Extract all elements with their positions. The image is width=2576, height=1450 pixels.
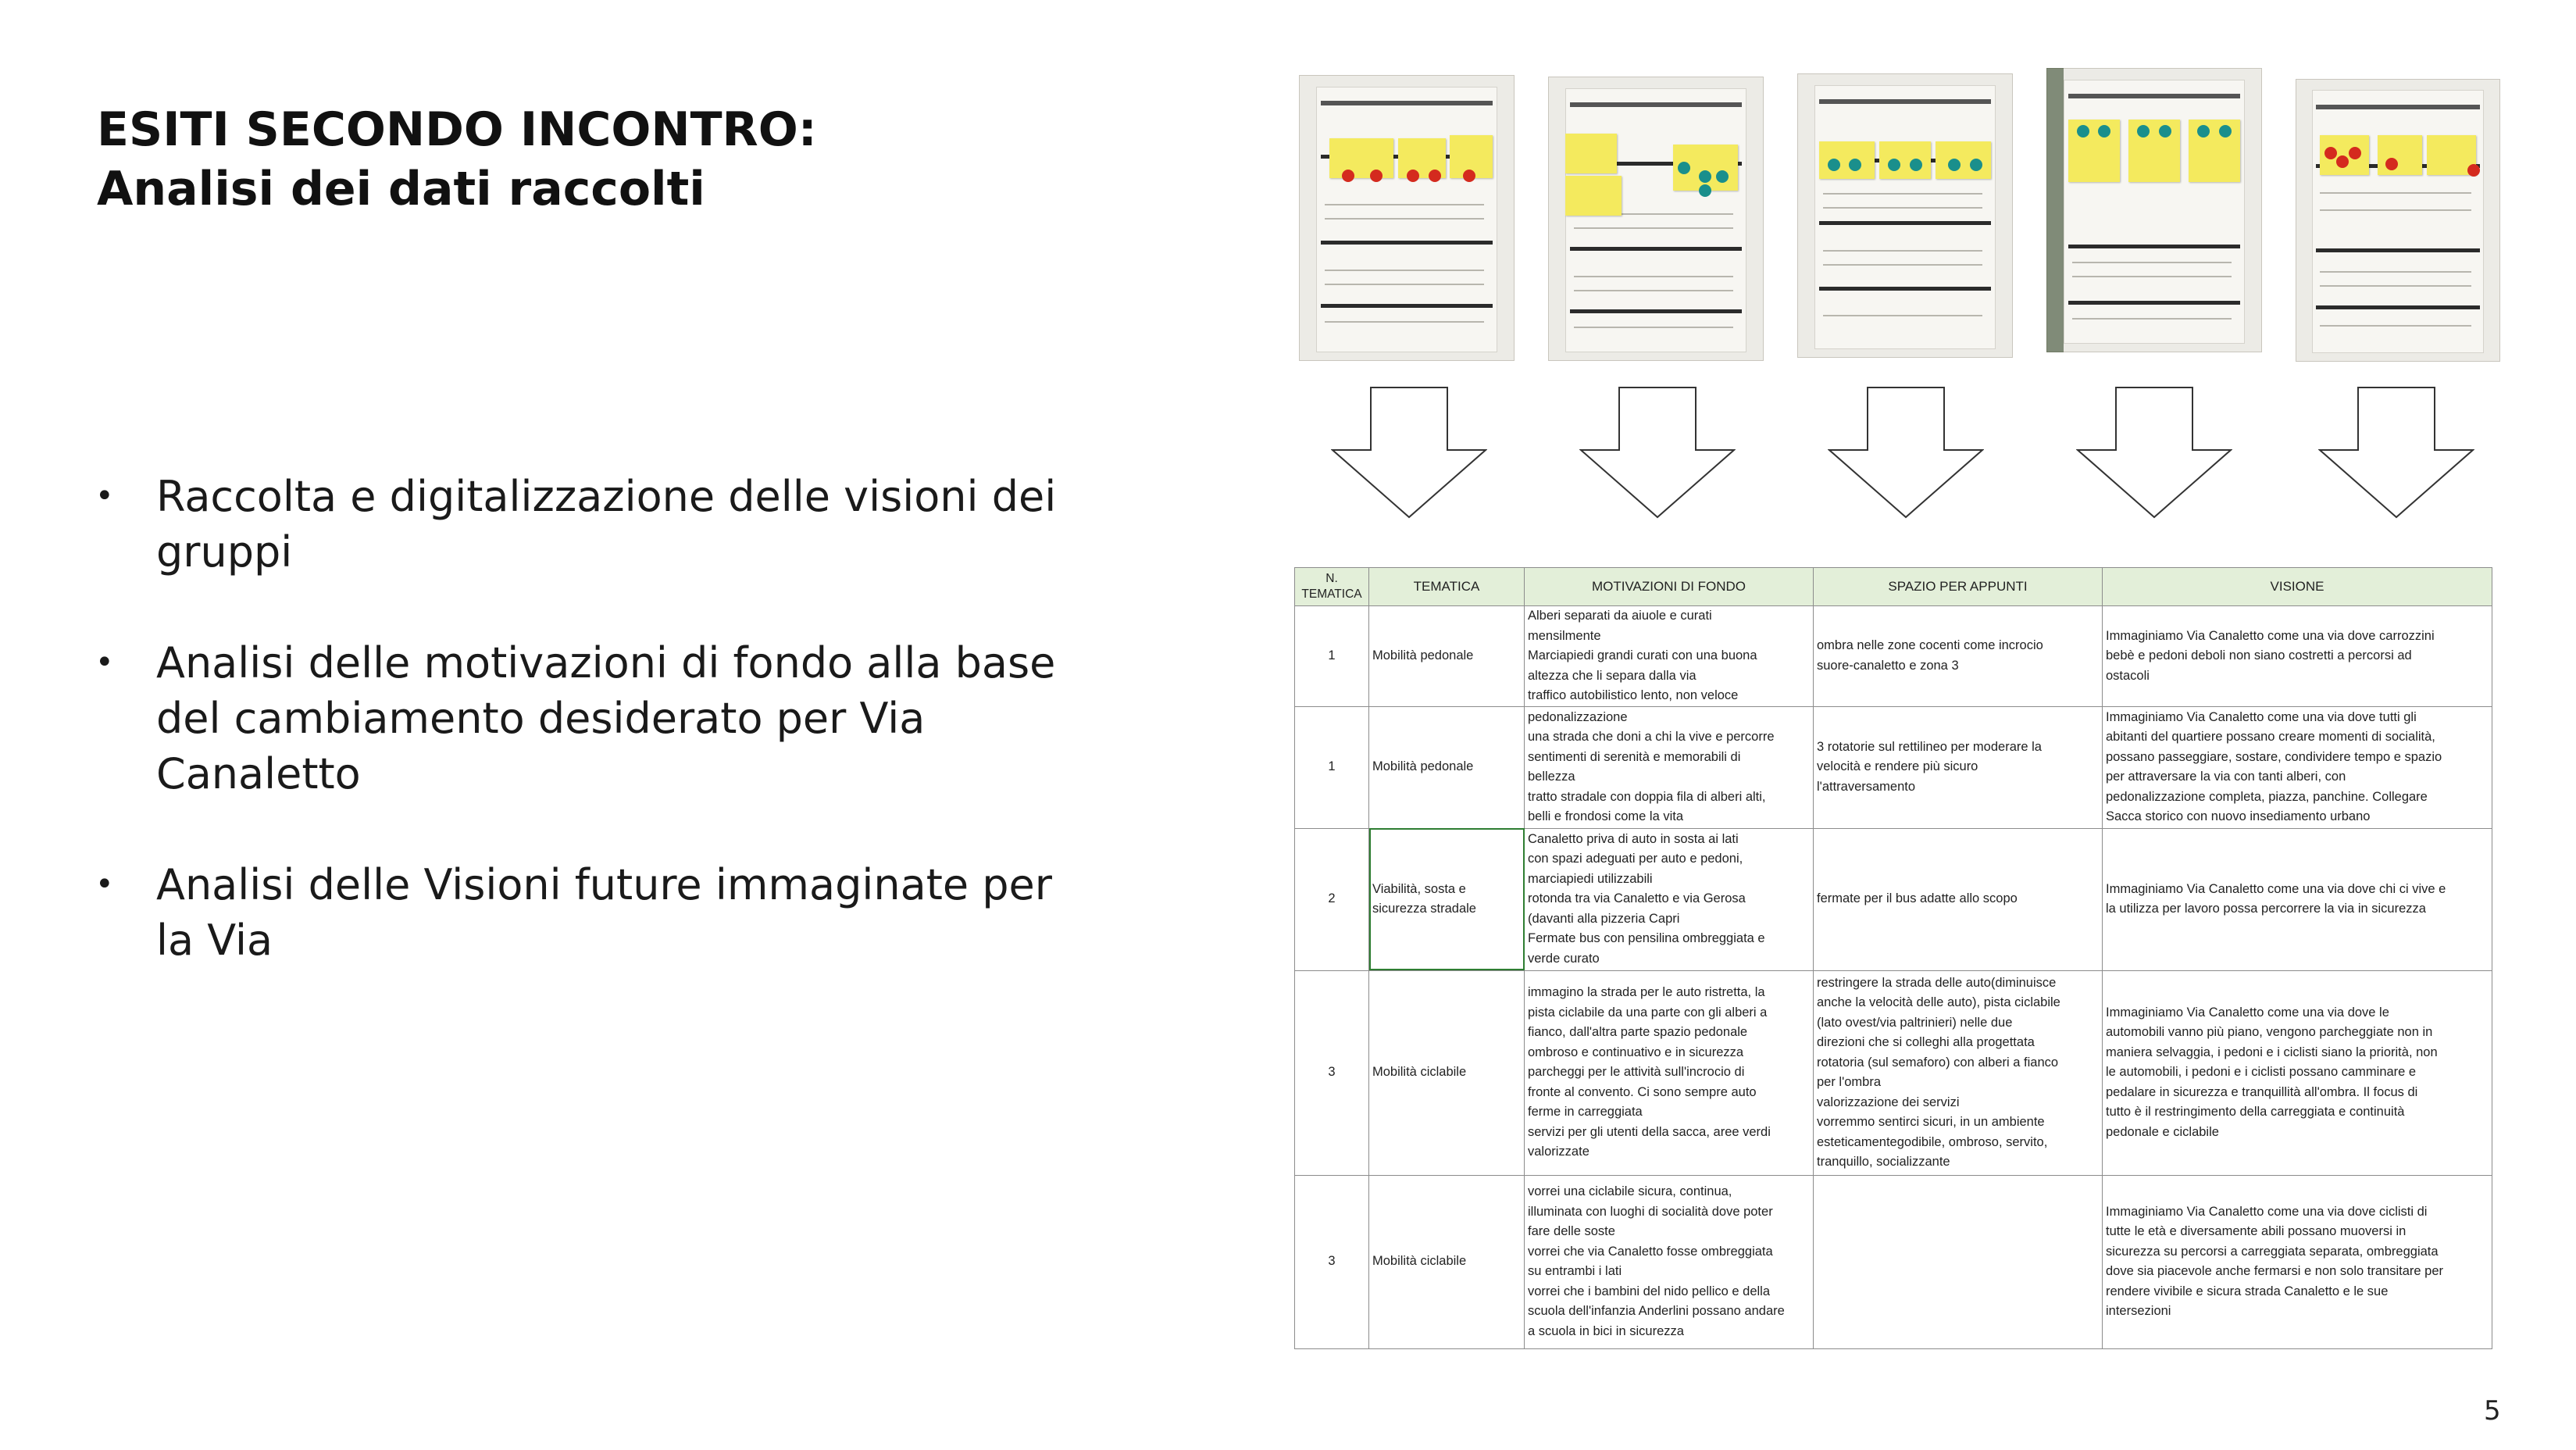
bullet-marker: • xyxy=(95,866,114,902)
cell-tematica: Viabilità, sosta e sicurezza stradale xyxy=(1369,828,1525,970)
cell-motivazioni: immagino la strada per le auto ristretta, la pista ciclabile da una parte con gli alberi a fianco, dall'altra parte spazio pedonale ombroso e continuativo e in sicurezza parcheggi per le attività sull'incrocio di fronte al convento. Ci sono sempre auto ferme in carreggiata servizi per gli utenti della sacca, aree verdi valorizzate xyxy=(1525,970,1814,1175)
header-spazio: SPAZIO PER APPUNTI xyxy=(1814,568,2103,606)
cell-visione: Immaginiamo Via Canaletto come una via dove tutti gli abitanti del quartiere possano creare momenti di socialità, possano passeggiare, sostare, condividere tempo e spazio per attraversare la via con tanti alberi, con pedonalizzazione completa, piazza, panchine. Collegare Sacca storico con nuovo insediamento urbano xyxy=(2103,706,2492,828)
table-row xyxy=(1295,970,2492,1175)
worksheet-photo-3 xyxy=(1797,73,2013,358)
sticker-dot xyxy=(2098,125,2110,138)
cell-spazio xyxy=(1814,1175,2103,1348)
bullet-item xyxy=(94,469,1078,580)
bullet-item xyxy=(94,857,1078,968)
page-number: 5 xyxy=(2484,1395,2501,1427)
sticker-dot xyxy=(1678,162,1690,174)
sticker-dot xyxy=(1370,170,1383,182)
down-arrow-icon xyxy=(1579,386,1736,519)
sticker-dot xyxy=(1888,159,1900,171)
slide-title-line-2: Analisi dei dati raccolti xyxy=(97,162,705,216)
slide-title xyxy=(97,100,817,219)
cell-motivazioni: Canaletto priva di auto in sosta ai lati con spazi adeguati per auto e pedoni, marciapiedi utilizzabili rotonda tra via Canaletto e via Gerosa (davanti alla pizzeria Capri Fermate bus con pensilina ombreggiata e verde curato xyxy=(1525,828,1814,970)
cell-visione: Immaginiamo Via Canaletto come una via dove ciclisti di tutte le età e diversamente abili possano muoversi in sicurezza su percorsi a carreggiata separata, ombreggiata dove sia piacevole anche fermarsi e non solo transitare per rendere vivibile e sicura strada Canaletto e le sue intersezioni xyxy=(2103,1175,2492,1348)
cell-visione: Immaginiamo Via Canaletto come una via dove carrozzini bebè e pedoni deboli non siano costretti a percorsi ad ostacoli xyxy=(2103,606,2492,707)
cell-tematica: Mobilità pedonale xyxy=(1369,706,1525,828)
worksheet-photo-1 xyxy=(1299,75,1515,361)
cell-tematica: Mobilità ciclabile xyxy=(1369,970,1525,1175)
cell-n: 1 xyxy=(1295,606,1369,707)
bullet-list xyxy=(94,469,1078,1023)
table-row xyxy=(1295,706,2492,828)
worksheet-photo-5 xyxy=(2296,79,2500,362)
bullet-marker: • xyxy=(95,645,114,680)
sticker-dot xyxy=(2324,147,2337,159)
cell-n: 3 xyxy=(1295,1175,1369,1348)
sticker-dot xyxy=(2137,125,2150,138)
cell-tematica: Mobilità pedonale xyxy=(1369,606,1525,707)
sticker-dot xyxy=(1429,170,1441,182)
bullet-marker: • xyxy=(95,478,114,514)
sticker-dot xyxy=(2197,125,2210,138)
down-arrow-icon xyxy=(2318,386,2474,519)
bullet-item xyxy=(94,635,1078,802)
cell-tematica: Mobilità ciclabile xyxy=(1369,1175,1525,1348)
header-motivazioni: MOTIVAZIONI DI FONDO xyxy=(1525,568,1814,606)
down-arrow-icon xyxy=(2076,386,2232,519)
sticker-dot xyxy=(2159,125,2171,138)
header-tematica: TEMATICA xyxy=(1369,568,1525,606)
worksheet-photo-4 xyxy=(2046,68,2262,352)
sticker-dot xyxy=(1828,159,1840,171)
cell-visione: Immaginiamo Via Canaletto come una via dove chi ci vive e la utilizza per lavoro possa percorrere la via in sicurezza xyxy=(2103,828,2492,970)
sticker-dot xyxy=(2349,147,2361,159)
header-n-tematica: N. TEMATICA xyxy=(1295,568,1369,606)
sticker-dot xyxy=(1407,170,1419,182)
sticker-dot xyxy=(1463,170,1475,182)
sticker-dot xyxy=(2467,164,2480,177)
cell-motivazioni: pedonalizzazione una strada che doni a chi la vive e percorre sentimenti di serenità e memorabili di bellezza tratto stradale con doppia fila di alberi alti, belli e frondosi come la vita xyxy=(1525,706,1814,828)
bullet-text: Analisi delle Visioni future immaginate per la Via xyxy=(156,860,1052,965)
sticker-dot xyxy=(2077,125,2089,138)
cell-spazio: restringere la strada delle auto(diminuisce anche la velocità delle auto), pista ciclabile (lato ovest/via paltrinieri) nelle due direzioni che si colleghi alla progettata rotatoria (sul semaforo) con alberi a fianco per l'ombra valorizzazione dei servizi vorremmo sentirci sicuri, in un ambiente esteticamentegodibile, ombroso, servito, tranquillo, socializzante xyxy=(1814,970,2103,1175)
cell-n: 1 xyxy=(1295,706,1369,828)
bullet-text: Raccolta e digitalizzazione delle visioni dei gruppi xyxy=(156,472,1057,577)
cell-motivazioni: Alberi separati da aiuole e curati mensilmente Marciapiedi grandi curati con una buona altezza che li separa dalla via traffico autobilistico lento, non veloce xyxy=(1525,606,1814,707)
slide-title-line-1: ESITI SECONDO INCONTRO: xyxy=(97,102,817,157)
cell-motivazioni: vorrei una ciclabile sicura, continua, illuminata con luoghi di socialità dove poter fare delle soste vorrei che via Canaletto fosse ombreggiata su entrambi i lati vorrei che i bambini del nido pellico e della scuola dell'infanzia Anderlini possano andare a scuola in bici in sicurezza xyxy=(1525,1175,1814,1348)
worksheet-photo-2 xyxy=(1548,77,1764,361)
cell-spazio: ombra nelle zone cocenti come incrocio suore-canaletto e zona 3 xyxy=(1814,606,2103,707)
table-header-row xyxy=(1295,568,2492,606)
table-row xyxy=(1295,828,2492,970)
cell-visione: Immaginiamo Via Canaletto come una via dove le automobili vanno più piano, vengono parcheggiate non in maniera selvaggia, i pedoni e i ciclisti siano la priorità, non le automobili, i pedoni e i ciclisti possano camminare e pedalare in sicurezza e tranquillità all'ombra. Il focus di tutto è il restringimento della carreggiata e continuità pedonale e ciclabile xyxy=(2103,970,2492,1175)
bullet-text: Analisi delle motivazioni di fondo alla base del cambiamento desiderato per Via Canaletto xyxy=(156,638,1056,798)
down-arrow-icon xyxy=(1331,386,1487,519)
down-arrow-icon xyxy=(1828,386,1984,519)
cell-spazio: 3 rotatorie sul rettilineo per moderare la velocità e rendere più sicuro l'attraversamento xyxy=(1814,706,2103,828)
cell-n: 2 xyxy=(1295,828,1369,970)
visions-table-image xyxy=(1294,567,2492,1347)
cell-spazio: fermate per il bus adatte allo scopo xyxy=(1814,828,2103,970)
sticker-dot xyxy=(2219,125,2232,138)
header-visione: VISIONE xyxy=(2103,568,2492,606)
sticker-dot xyxy=(1910,159,1922,171)
visions-table xyxy=(1294,567,2492,1349)
sticker-dot xyxy=(1970,159,1982,171)
table-row xyxy=(1295,1175,2492,1348)
cell-n: 3 xyxy=(1295,970,1369,1175)
table-row xyxy=(1295,606,2492,707)
sticker-dot xyxy=(1342,170,1354,182)
